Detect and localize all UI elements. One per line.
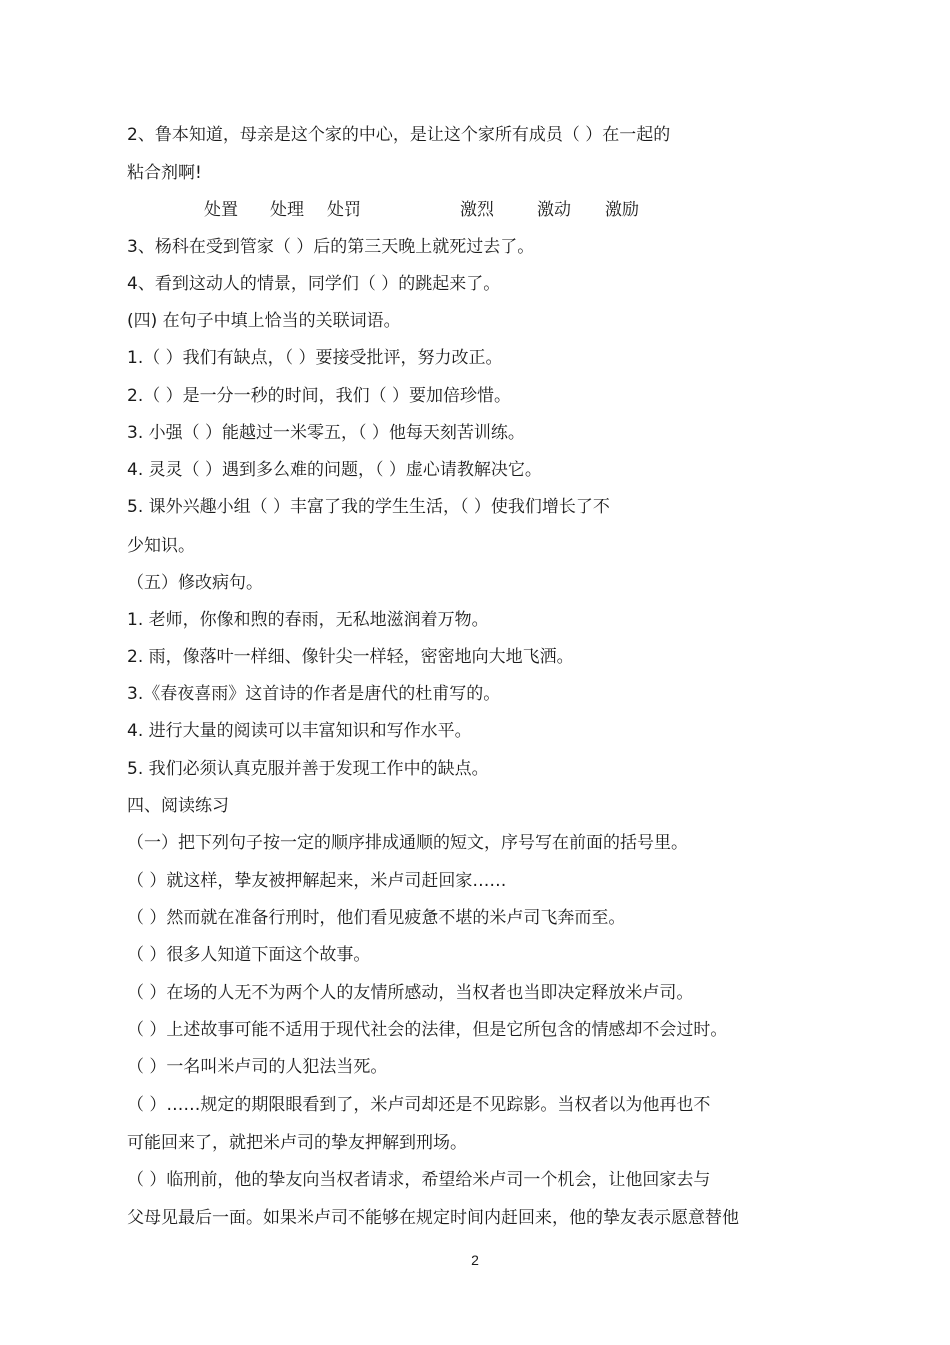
- text-line: 1. 老师，你像和煦的春雨，无私地滋润着万物。: [127, 610, 489, 630]
- text-line: 5. 课外兴趣小组（ ）丰富了我的学生生活，（ ）使我们增长了不: [127, 497, 610, 517]
- section-heading: 四、阅读练习: [127, 796, 229, 816]
- text-line: 2. 雨，像落叶一样细、像针尖一样轻，密密地向大地飞洒。: [127, 647, 574, 667]
- text-line: 粘合剂啊!: [127, 163, 202, 183]
- option-word: 处罚: [327, 200, 361, 220]
- text-line: （ ）……规定的期限眼看到了，米卢司却还是不见踪影。当权者以为他再也不: [127, 1095, 711, 1115]
- option-word: 激励: [605, 200, 639, 220]
- text-line: 1.（ ）我们有缺点，（ ）要接受批评，努力改正。: [127, 348, 503, 368]
- text-line: 2.（ ）是一分一秒的时间，我们（ ）要加倍珍惜。: [127, 386, 512, 406]
- section-heading: （五）修改病句。: [127, 573, 263, 593]
- text-line: （ ）然而就在准备行刑时，他们看见疲惫不堪的米卢司飞奔而至。: [127, 908, 626, 928]
- text-line: 3. 小强（ ）能越过一米零五，（ ）他每天刻苦训练。: [127, 423, 525, 443]
- text-line: 父母见最后一面。如果米卢司不能够在规定时间内赶回来，他的挚友表示愿意替他: [127, 1208, 739, 1228]
- text-line: 3、杨科在受到管家（ ）后的第三天晚上就死过去了。: [127, 237, 535, 257]
- text-line: 可能回来了，就把米卢司的挚友押解到刑场。: [127, 1133, 467, 1153]
- text-line: 3.《春夜喜雨》这首诗的作者是唐代的杜甫写的。: [127, 684, 501, 704]
- text-line: 4、看到这动人的情景，同学们（ ）的跳起来了。: [127, 274, 501, 294]
- text-line: （ ）上述故事可能不适用于现代社会的法律，但是它所包含的情感却不会过时。: [127, 1020, 728, 1040]
- text-line: 少知识。: [127, 536, 195, 556]
- text-line: 2、鲁本知道，母亲是这个家的中心，是让这个家所有成员（ ）在一起的: [127, 125, 671, 145]
- text-line: （ ）就这样，挚友被押解起来，米卢司赶回家……: [127, 871, 507, 891]
- text-line: （ ）在场的人无不为两个人的友情所感动，当权者也当即决定释放米卢司。: [127, 983, 694, 1003]
- word-options: [204, 199, 639, 221]
- text-line: （ ）一名叫米卢司的人犯法当死。: [127, 1057, 388, 1077]
- option-word: 处理: [270, 200, 304, 220]
- text-line: 4. 灵灵（ ）遇到多么难的问题，（ ）虚心请教解决它。: [127, 460, 542, 480]
- text-line: （ ）很多人知道下面这个故事。: [127, 945, 371, 965]
- option-word: 激动: [537, 200, 571, 220]
- page-number: 2: [471, 1252, 479, 1268]
- option-word: 处置: [204, 200, 238, 220]
- section-heading: （一）把下列句子按一定的顺序排成通顺的短文，序号写在前面的括号里。: [127, 833, 688, 853]
- text-line: 5. 我们必须认真克服并善于发现工作中的缺点。: [127, 759, 489, 779]
- text-line: 4. 进行大量的阅读可以丰富知识和写作水平。: [127, 721, 472, 741]
- text-line: （ ）临刑前，他的挚友向当权者请求，希望给米卢司一个机会，让他回家去与: [127, 1170, 711, 1190]
- option-word: 激烈: [460, 200, 494, 220]
- section-heading: (四) 在句子中填上恰当的关联词语。: [127, 311, 401, 331]
